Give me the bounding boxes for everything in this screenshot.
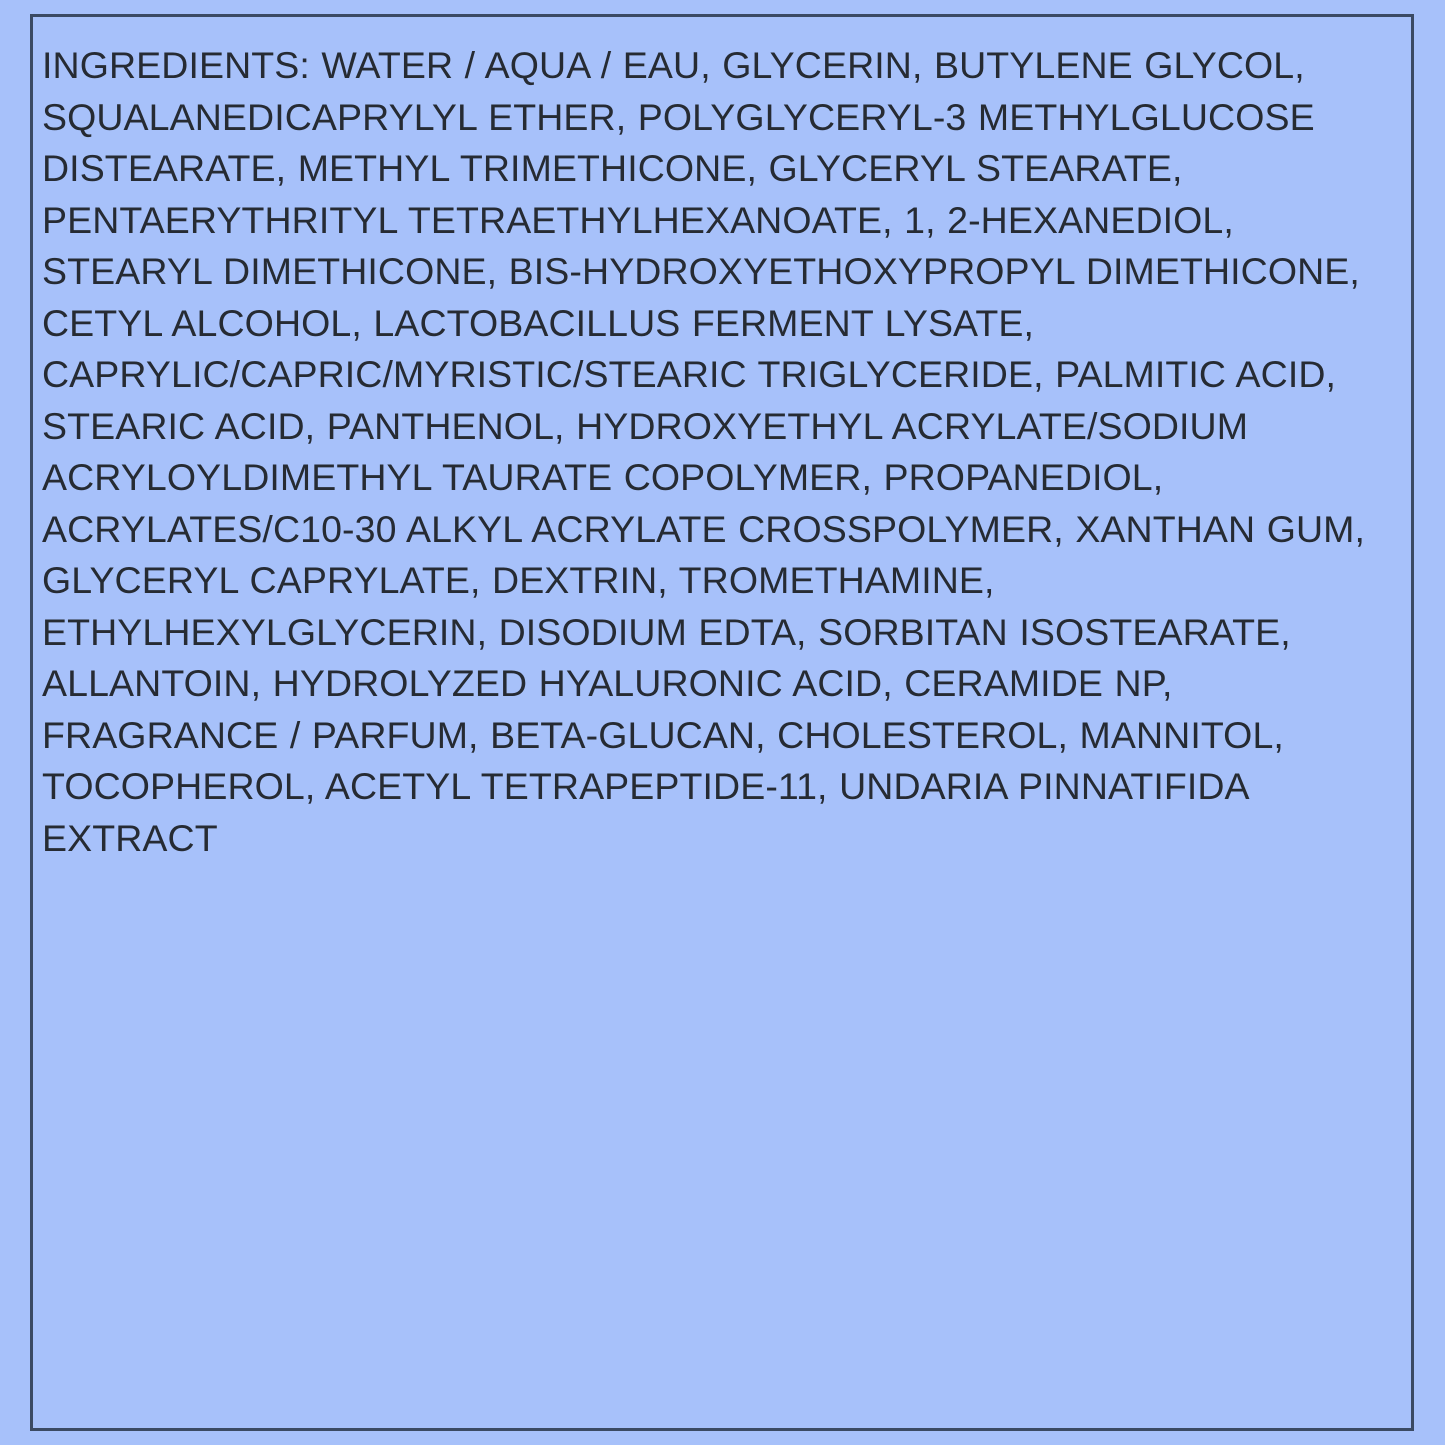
ingredients-text: INGREDIENTS: WATER / AQUA / EAU, GLYCERIN, BUTYLENE GLYCOL, SQUALANEDICAPRYLYL ETHER, POLYGLYCERYL-3 METHYLGLUCOSE DISTEARATE, METHYL TRIMETHICONE, GLYCERYL STEARATE, PENTAERYTHRITYL TETRAETHYLHEXANOATE, 1, 2-HEXANEDIOL, STEARYL DIMETHICONE, BIS-HYDROXYETHOXYPROPYL DIMETHICONE, CETYL ALCOHOL, LACTOBACILLUS FERMENT LYSATE, CAPRYLIC/CAPRIC/MYRISTIC/STEARIC TRIGLYCERIDE, PALMITIC ACID, STEARIC ACID, PANTHENOL, HYDROXYETHYL ACRYLATE/SODIUM ACRYLOYLDIMETHYL TAURATE COPOLYMER, PROPANEDIOL, ACRYLATES/C10-30 ALKYL ACRYLATE CROSSPOLYMER, XANTHAN GUM, GLYCERYL CAPRYLATE, DEXTRIN, TROMETHAMINE, ETHYLHEXYLGLYCERIN, DISODIUM EDTA, SORBITAN ISOSTEARATE, ALLANTOIN, HYDROLYZED HYALURONIC ACID, CERAMIDE NP, FRAGRANCE / PARFUM, BETA-GLUCAN, CHOLESTEROL, MANNITOL, TOCOPHEROL, ACETYL TETRAPEPTIDE-11, UNDARIA PINNATIFIDA EXTRACT	[42, 44, 1377, 859]
